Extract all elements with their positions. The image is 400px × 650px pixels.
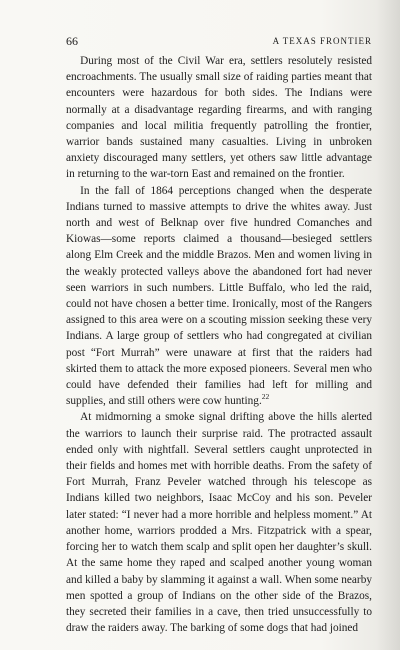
- paragraph-3: At midmorning a smoke signal drifting above the hills alerted the warriors to launch their surprise raid. The protracted assault ended only with nightfall. Several settlers caught unprotected in their fields and homes met with horrible deaths. From the safety of Fort Murrah, Franz Peveler watched through his telescope as Indians killed two neighbors, Isaac McCoy and his son. Peveler later stated: “I never had a more horrible and helpless moment.” At another home, warriors prodded a Mrs. Fitzpatrick with a spear, forcing her to watch them scalp and split open her daughter’s skull. At the same home they raped and scalped another young woman and killed a baby by slamming it against a wall. When some nearby men spotted a group of Indians on the other side of the Brazos, they secreted their families in a cave, then tried unsuccessfully to draw the raiders away. The barking of some dogs that had joined: [66, 411, 372, 635]
- paragraph-1: During most of the Civil War era, settlers resolutely resisted encroachments. The usually small size of raiding parties meant that encounters were hazardous for both sides. The Indians were normally at a disadvantage regarding firearms, and with ranging companies and local militia frequently patrolling the frontier, warrior bands sustained many casualties. Living in unbroken anxiety discouraged many settlers, yet others saw little advantage in returning to the war-torn East and remained on the frontier.: [66, 55, 372, 181]
- page-number: 66: [66, 34, 78, 48]
- running-head: A TEXAS FRONTIER: [272, 36, 372, 46]
- footnote-reference: 22: [261, 392, 270, 402]
- page-header: [66, 34, 372, 48]
- paragraph-2: [66, 183, 372, 410]
- body-text: [66, 53, 372, 636]
- paragraph-2-text: In the fall of 1864 perceptions changed when the desperate Indians turned to massive attempts to drive the whites away. Just north and west of Belknap over five hundred Comanches and Kiowas—some reports claimed a thousand—besieged settlers along Elm Creek and the middle Brazos. Men and women living in the weakly protected valleys above the abandoned fort had never seen warriors in such numbers. Little Buffalo, who led the raid, could not have chosen a better time. Ironically, most of the Rangers assigned to this area were on a scouting mission seeking these very Indians. A large group of settlers who had congregated at civilian post “Fort Murrah” were unaware at first that the raiders had skirted them to attack the more exposed pioneers. Several men who could have defended their families had left for milling and supplies, and still others were cow hunting.: [66, 184, 372, 408]
